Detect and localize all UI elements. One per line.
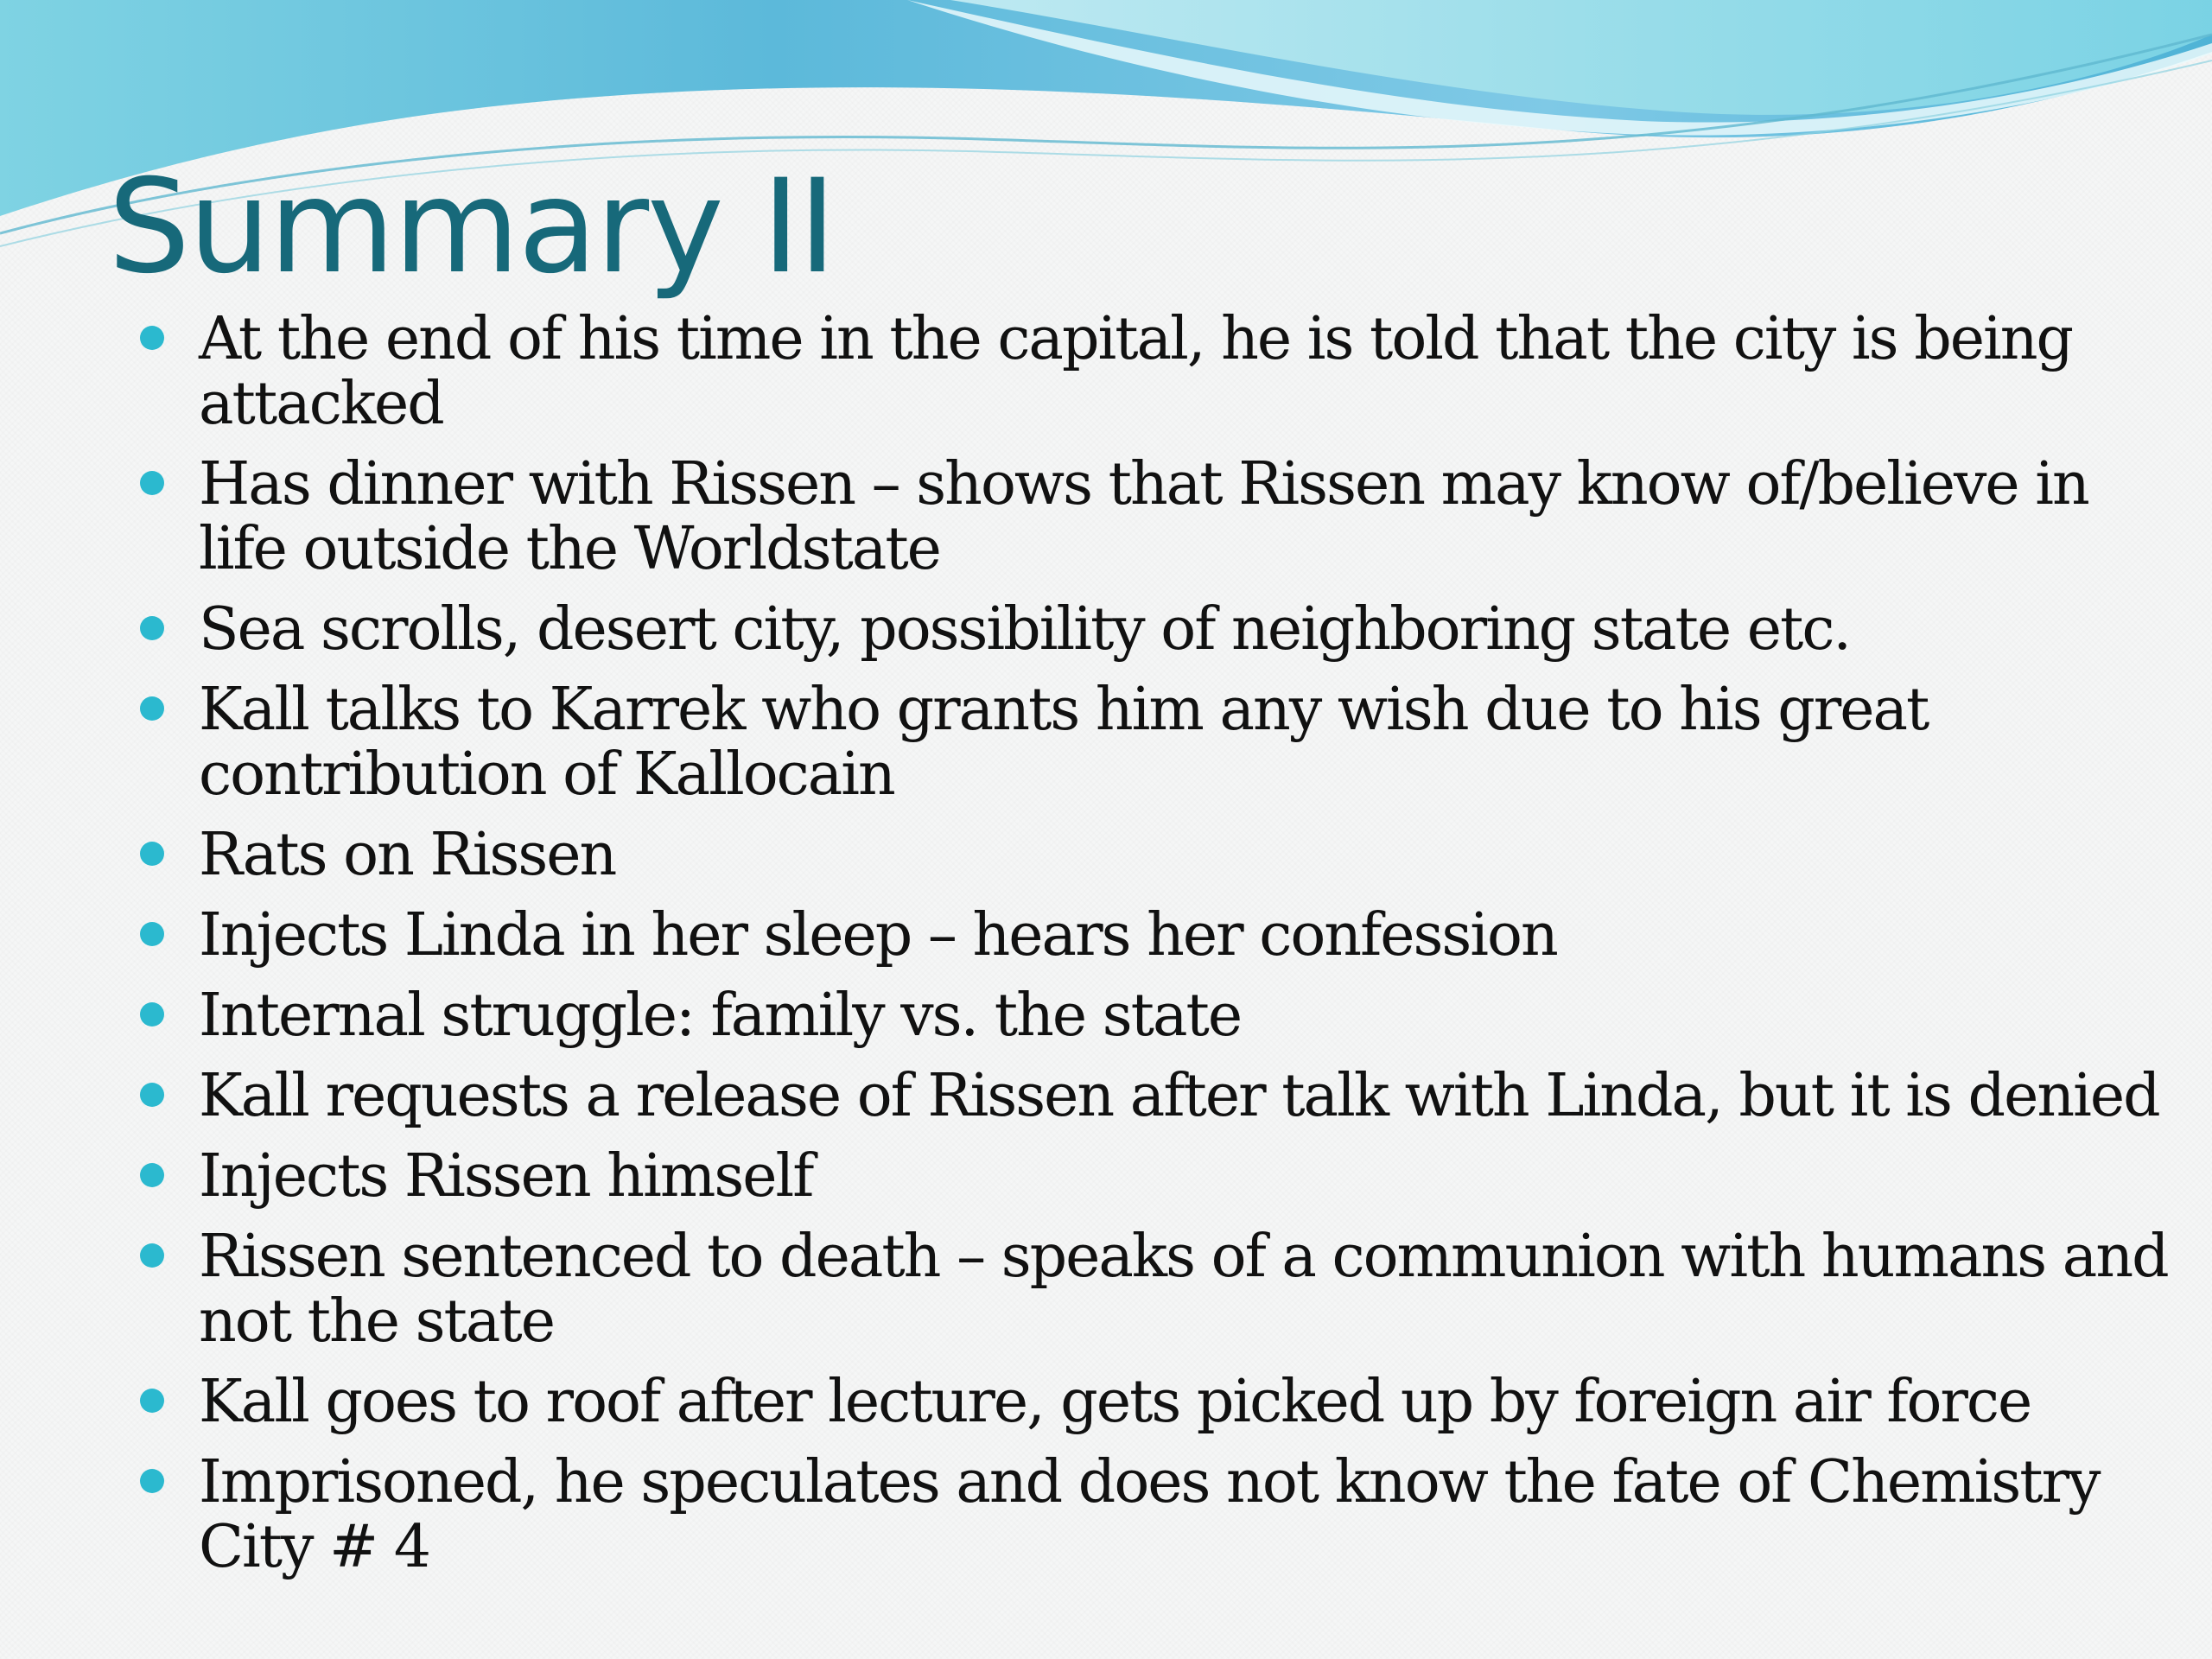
- bullet-dot-icon: [140, 1389, 164, 1413]
- list-item: [199, 597, 2169, 662]
- bullet-text: Kall talks to Karrek who grants him any wish due to his great contribution of Kallocain: [199, 676, 1929, 809]
- bullet-dot-icon: [140, 922, 164, 946]
- bullet-text: Imprisoned, he speculates and does not know the fate of Chemistry City # 4: [199, 1448, 2100, 1581]
- slide-title: Summary II: [108, 152, 836, 302]
- bullet-text: Injects Linda in her sleep – hears her confession: [199, 901, 1557, 969]
- bullet-dot-icon: [140, 696, 164, 721]
- bullet-dot-icon: [140, 616, 164, 640]
- bullet-text: Kall goes to roof after lecture, gets picked up by foreign air force: [199, 1368, 2031, 1436]
- list-item: [199, 1224, 2169, 1354]
- bullet-dot-icon: [140, 1469, 164, 1493]
- bullet-text: Injects Rissen himself: [199, 1142, 813, 1211]
- list-item: [199, 823, 2169, 887]
- bullet-dot-icon: [140, 471, 164, 495]
- bullet-dot-icon: [140, 1243, 164, 1268]
- bullet-text: Rats on Rissen: [199, 821, 616, 889]
- list-item: [199, 1064, 2169, 1128]
- bullet-text: At the end of his time in the capital, he is told that the city is being attacked: [199, 305, 2073, 438]
- bullet-dot-icon: [140, 326, 164, 350]
- list-item: [199, 307, 2169, 436]
- bullet-text: Internal struggle: family vs. the state: [199, 982, 1242, 1050]
- bullet-dot-icon: [140, 842, 164, 866]
- list-item: [199, 1144, 2169, 1209]
- bullet-text: Rissen sentenced to death – speaks of a communion with humans and not the state: [199, 1223, 2168, 1356]
- list-item: [199, 677, 2169, 807]
- list-item: [199, 452, 2169, 582]
- bullet-text: Sea scrolls, desert city, possibility of neighboring state etc.: [199, 595, 1851, 664]
- bullet-dot-icon: [140, 1083, 164, 1107]
- bullet-dot-icon: [140, 1163, 164, 1187]
- bullet-text: Has dinner with Rissen – shows that Rissen may know of/believe in life outside the Worldstate: [199, 450, 2088, 583]
- bullet-list: [199, 307, 2169, 1595]
- list-item: [199, 983, 2169, 1048]
- list-item: [199, 903, 2169, 968]
- list-item: [199, 1450, 2169, 1580]
- bullet-text: Kall requests a release of Rissen after talk with Linda, but it is denied: [199, 1062, 2159, 1130]
- bullet-dot-icon: [140, 1002, 164, 1027]
- list-item: [199, 1370, 2169, 1434]
